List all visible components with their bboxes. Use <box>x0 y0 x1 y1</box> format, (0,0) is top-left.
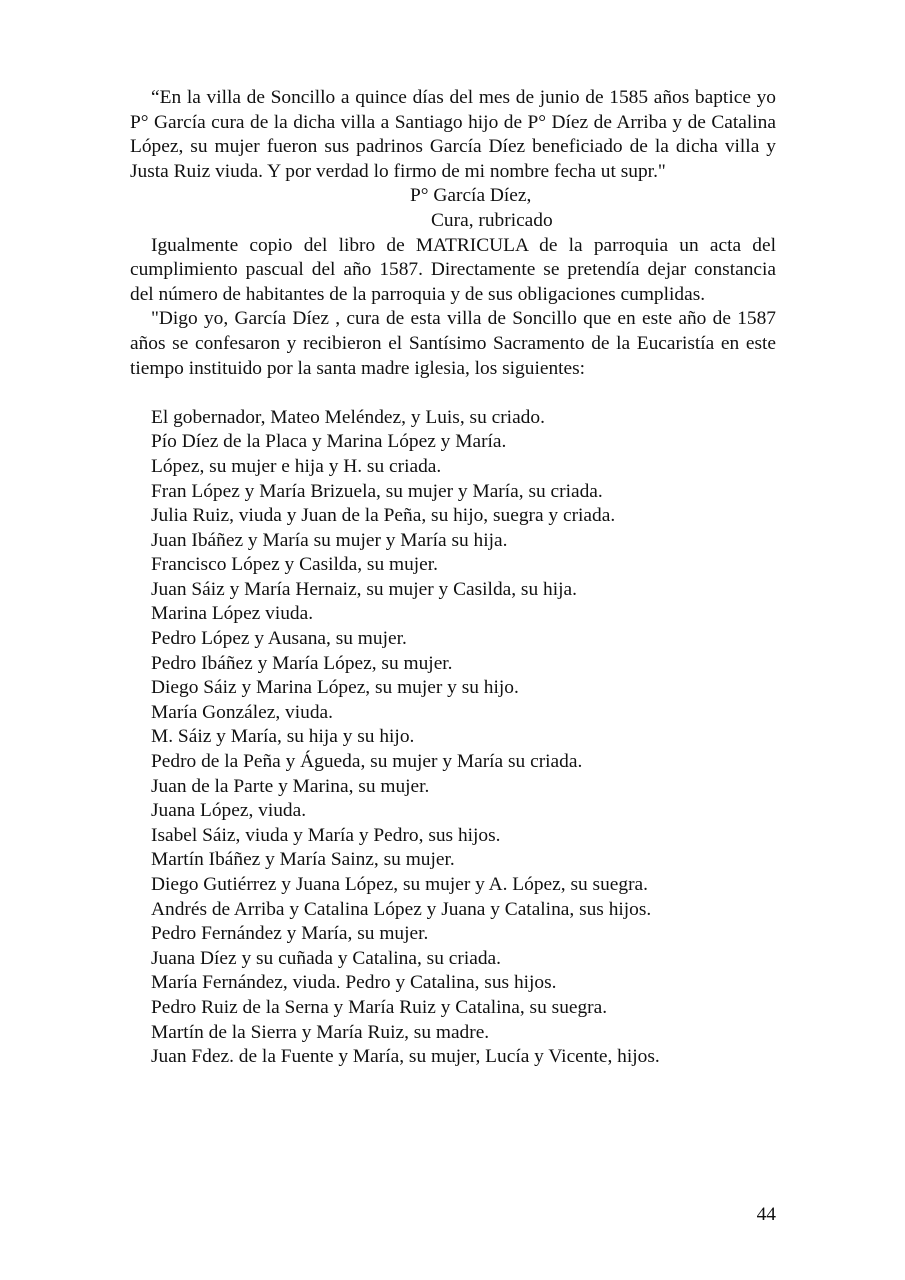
list-item: Juan de la Parte y Marina, su mujer. <box>151 775 430 797</box>
matricula-intro-paragraph: Igualmente copio del libro de MATRICULA de la parroquia un acta del cumplimiento pascual del año 1587. Directamente se pretendía dejar constancia del número de habitantes de la parroquia y de sus obligaciones cumplidas. <box>130 234 776 305</box>
blank-line <box>130 381 776 406</box>
list-item: Pedro Ruiz de la Serna y María Ruiz y Catalina, su suegra. <box>151 996 608 1018</box>
page-number: 44 <box>756 1204 776 1225</box>
list-item: López, su mujer e hija y H. su criada. <box>151 455 442 477</box>
list-item: M. Sáiz y María, su hija y su hijo. <box>151 726 415 748</box>
parishioner-list <box>130 406 776 1070</box>
list-item: Juan Ibáñez y María su mujer y María su hija. <box>151 529 508 551</box>
list-item: Juana López, viuda. <box>151 800 307 822</box>
list-item: Diego Sáiz y Marina López, su mujer y su hijo. <box>151 677 519 699</box>
list-item: Marina López viuda. <box>151 603 314 625</box>
list-item: Pío Díez de la Placa y Marina López y María. <box>151 431 507 453</box>
list-item: Julia Ruiz, viuda y Juan de la Peña, su hijo, suegra y criada. <box>151 505 616 527</box>
list-item: El gobernador, Mateo Meléndez, y Luis, su criado. <box>151 406 545 428</box>
list-item: Pedro Ibáñez y María López, su mujer. <box>151 652 453 674</box>
list-item: María González, viuda. <box>151 701 333 723</box>
confession-record-paragraph: "Digo yo, García Díez , cura de esta villa de Soncillo que en este año de 1587 años se confesaron y recibieron el Santísimo Sacramento de la Eucaristía en este tiempo instituido por la santa madre iglesia, los siguientes: <box>130 308 776 379</box>
list-item: Martín Ibáñez y María Sainz, su mujer. <box>151 849 455 871</box>
signature-name: P° García Díez, <box>410 185 532 207</box>
list-item: Juana Díez y su cuñada y Catalina, su criada. <box>151 947 501 969</box>
list-item: Pedro de la Peña y Águeda, su mujer y María su criada. <box>151 751 583 773</box>
list-item: María Fernández, viuda. Pedro y Catalina, sus hijos. <box>151 972 557 994</box>
list-item: Diego Gutiérrez y Juana López, su mujer y A. López, su suegra. <box>151 874 648 895</box>
list-item: Andrés de Arriba y Catalina López y Juana y Catalina, sus hijos. <box>151 898 652 920</box>
list-item: Pedro López y Ausana, su mujer. <box>151 628 407 650</box>
list-item: Isabel Sáiz, viuda y María y Pedro, sus hijos. <box>151 824 501 846</box>
list-item: Juan Fdez. de la Fuente y María, su mujer, Lucía y Vicente, hijos. <box>151 1046 660 1068</box>
list-item: Juan Sáiz y María Hernaiz, su mujer y Casilda, su hija. <box>151 578 577 600</box>
baptism-record-paragraph: “En la villa de Soncillo a quince días del mes de junio de 1585 años baptice yo P° García cura de la dicha villa a Santiago hijo de P° Díez de Arriba y de Catalina López, su mujer fueron sus padrinos García Díez beneficiado de la dicha villa y Justa Ruiz viuda. Y por verdad lo firmo de mi nombre fecha ut supr." <box>130 87 776 182</box>
list-item: Francisco López y Casilda, su mujer. <box>151 554 439 576</box>
list-item: Pedro Fernández y María, su mujer. <box>151 923 429 945</box>
list-item: Fran López y María Brizuela, su mujer y María, su criada. <box>151 480 603 502</box>
list-item: Martín de la Sierra y María Ruiz, su madre. <box>151 1021 490 1043</box>
page-body <box>130 86 776 1070</box>
signature-title: Cura, rubricado <box>431 209 553 231</box>
